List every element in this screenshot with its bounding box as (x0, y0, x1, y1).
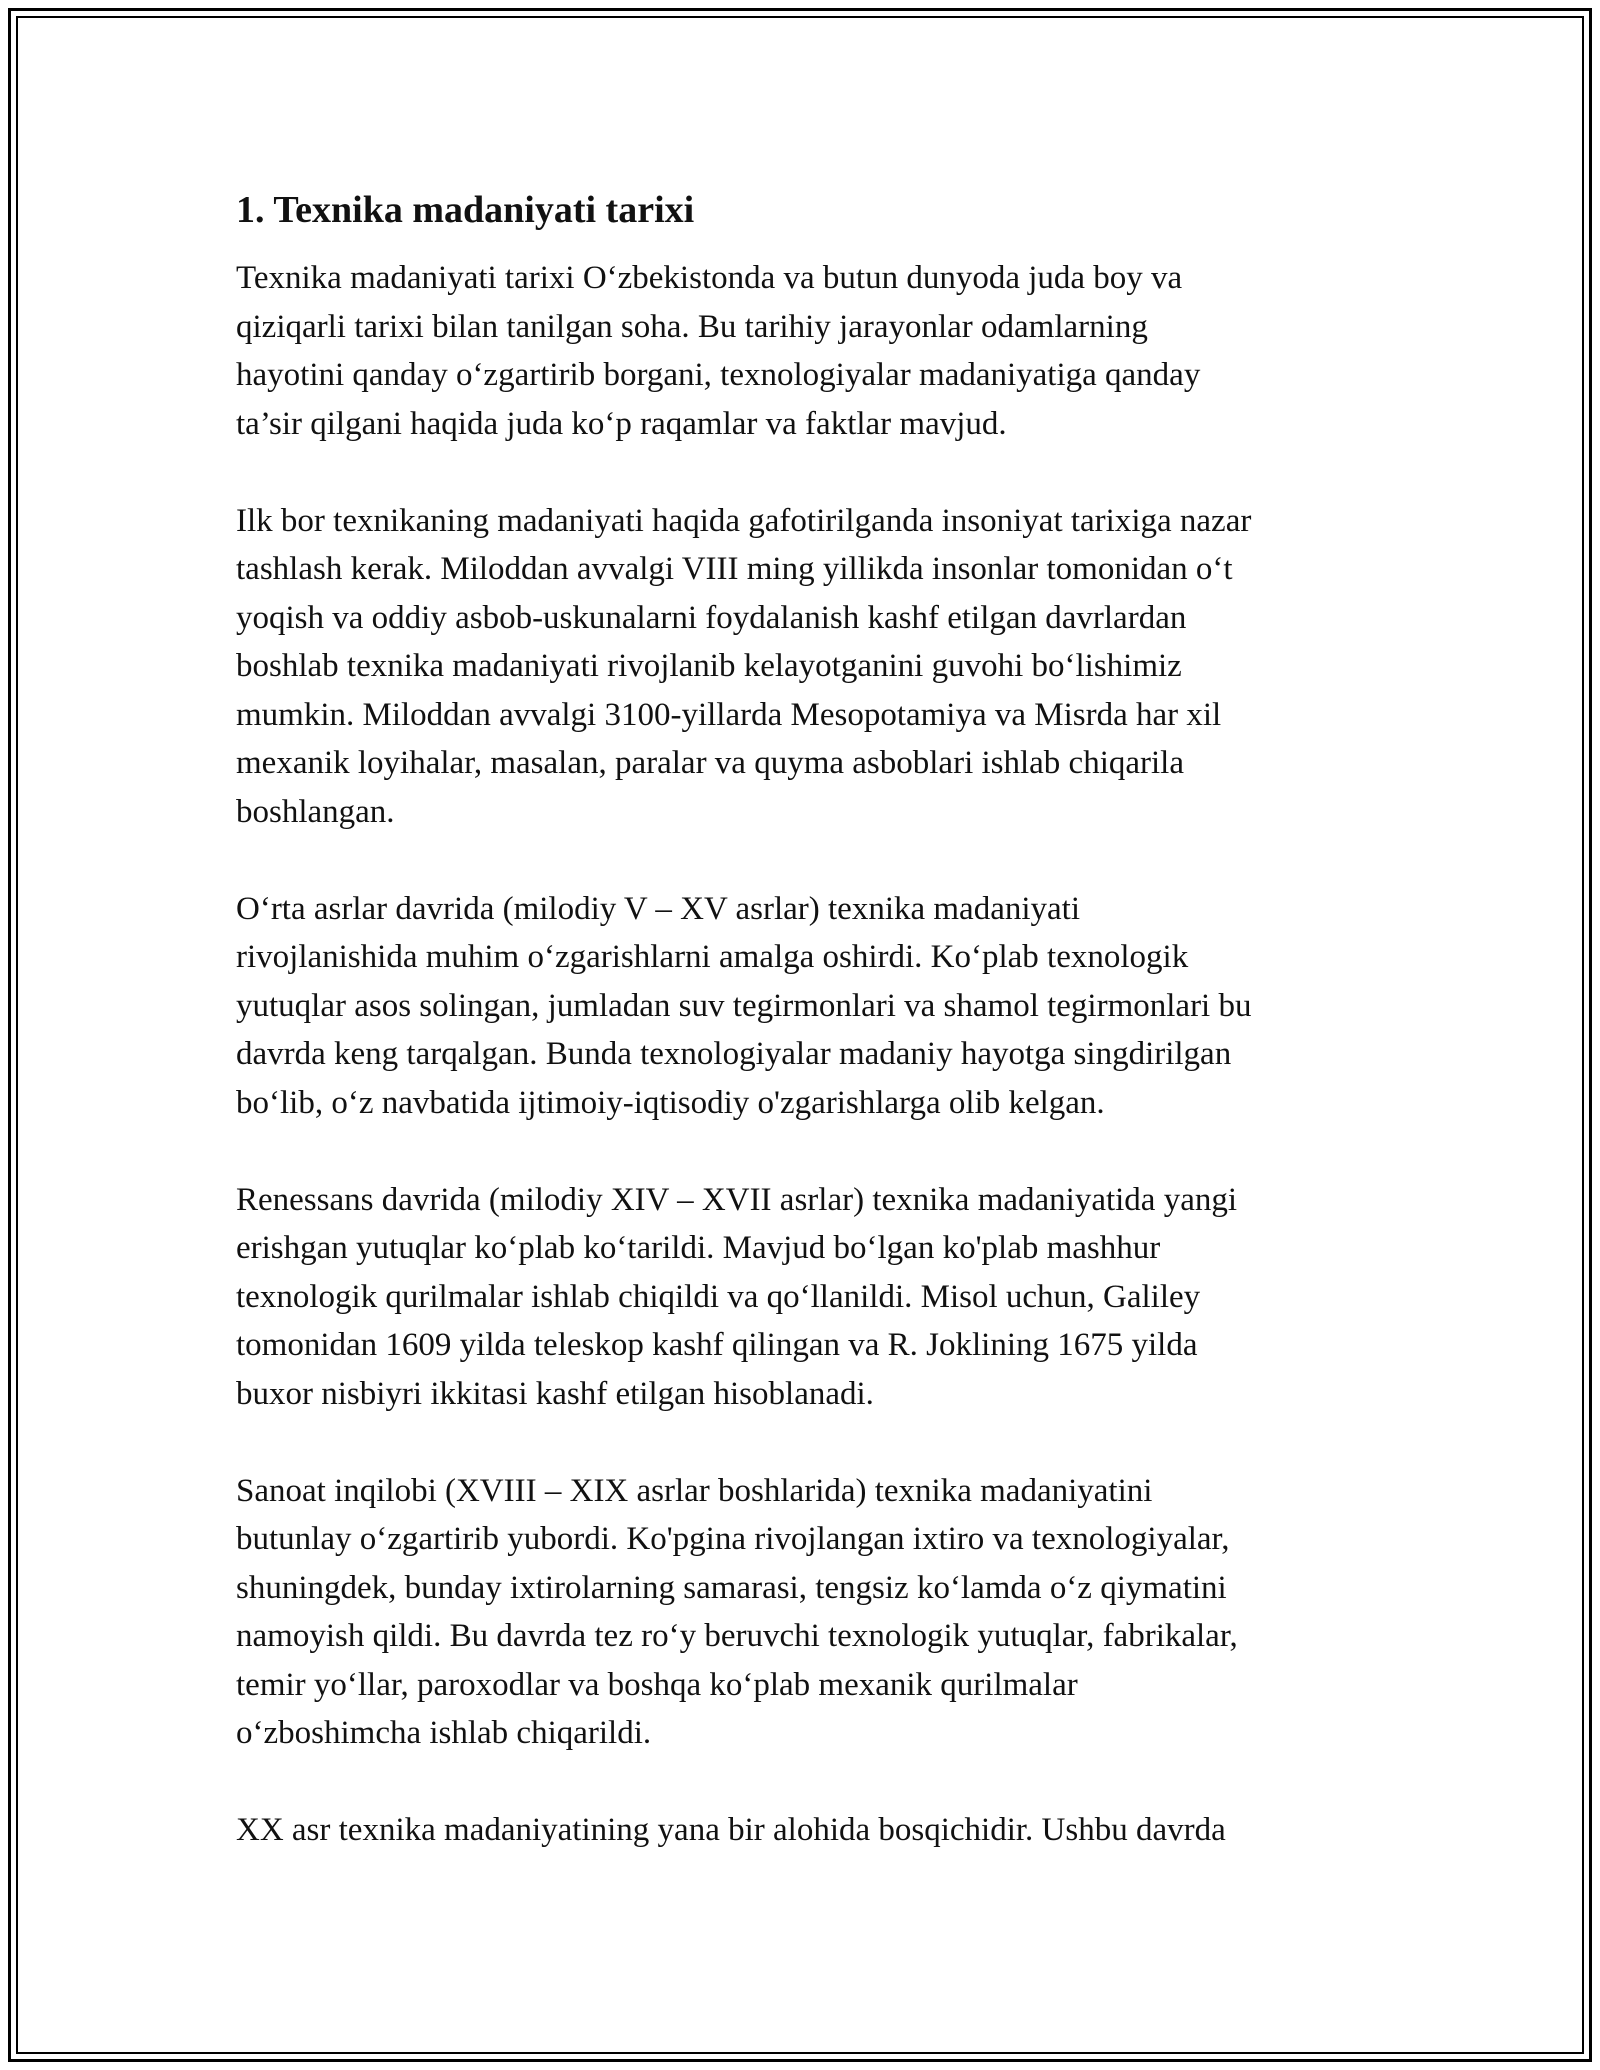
section-heading: 1. Texnika madaniyati tarixi (236, 189, 695, 231)
text-line: yoqish va oddiy asbob-uskunalarni foydalanish kashf etilgan davrlardan (236, 599, 1187, 636)
text-line: temir yo‘llar, paroxodlar va boshqa ko‘plab mexanik qurilmalar (236, 1666, 1078, 1703)
text-line: texnologik qurilmalar ishlab chiqildi va qo‘llanildi. Misol uchun, Galiley (236, 1278, 1201, 1315)
text-line: boshlab texnika madaniyati rivojlanib kelayotganini guvohi bo‘lishimiz (236, 648, 1182, 684)
text-line: rivojlanishida muhim o‘zgarishlarni amalga oshirdi. Ko‘plab texnologik (236, 939, 1189, 975)
text-line: Ilk bor texnikaning madaniyati haqida gafotirilganda insoniyat tarixiga nazar (236, 502, 1252, 539)
text-line: davrda keng tarqalgan. Bunda texnologiyalar madaniy hayotga singdirilgan (236, 1036, 1232, 1072)
text-line: hayotini qanday o‘zgartirib borgani, texnologiyalar madaniyatiga qanday (236, 357, 1201, 393)
paragraph (236, 885, 1386, 1128)
text-line: tomonidan 1609 yilda teleskop kashf qilingan va R. Joklining 1675 yilda (236, 1327, 1198, 1363)
text-line: Texnika madaniyati tarixi O‘zbekistonda va butun dunyoda juda boy va (236, 260, 1183, 296)
text-line: yutuqlar asos solingan, jumladan suv tegirmonlari va shamol tegirmonlari bu (236, 987, 1252, 1024)
paragraph (236, 1176, 1386, 1419)
paragraph (236, 254, 1386, 448)
text-line: erishgan yutuqlar ko‘plab ko‘tarildi. Mavjud bo‘lgan ko'plab mashhur (236, 1230, 1161, 1266)
text-line: namoyish qildi. Bu davrda tez ro‘y beruvchi texnologik yutuqlar, fabrikalar, (236, 1618, 1238, 1654)
text-line: buxor nisbiyri ikkitasi kashf etilgan hisoblanadi. (236, 1375, 874, 1412)
paragraph (236, 1806, 1386, 1855)
text-line: bo‘lib, o‘z navbatida ijtimoiy-iqtisodiy o'zgarishlarga olib kelgan. (236, 1084, 1105, 1121)
document-body (236, 186, 1386, 1855)
text-line: mexanik loyihalar, masalan, paralar va quyma asboblari ishlab chiqarila (236, 745, 1184, 781)
text-line: ta’sir qilgani haqida juda ko‘p raqamlar va faktlar mavjud. (236, 405, 1007, 442)
text-line: Sanoat inqilobi (XVIII – XIX asrlar boshlarida) texnika madaniyatini (236, 1472, 1153, 1509)
text-line: O‘rta asrlar davrida (milodiy V – XV asrlar) texnika madaniyati (236, 890, 1080, 927)
text-line: mumkin. Miloddan avvalgi 3100-yillarda Mesopotamiya va Misrda har xil (236, 696, 1222, 733)
text-line: Renessans davrida (milodiy XIV – XVII asrlar) texnika madaniyatida yangi (236, 1181, 1238, 1218)
text-line: boshlangan. (236, 793, 395, 830)
paragraph-list (236, 254, 1386, 1855)
text-line: qiziqarli tarixi bilan tanilgan soha. Bu tarihiy jarayonlar odamlarning (236, 308, 1148, 345)
text-line: XX asr texnika madaniyatining yana bir alohida bosqichidir. Ushbu davrda (236, 1812, 1226, 1848)
paragraph (236, 497, 1386, 837)
text-line: tashlash kerak. Miloddan avvalgi VIII ming yillikda insonlar tomonidan o‘t (236, 551, 1233, 587)
text-line: butunlay o‘zgartirib yubordi. Ko'pgina rivojlangan ixtiro va texnologiyalar, (236, 1521, 1230, 1557)
text-line: shuningdek, bunday ixtirolarning samarasi, tengsiz ko‘lamda o‘z qiymatini (236, 1569, 1227, 1606)
paragraph (236, 1467, 1386, 1758)
text-line: o‘zboshimcha ishlab chiqarildi. (236, 1715, 652, 1751)
